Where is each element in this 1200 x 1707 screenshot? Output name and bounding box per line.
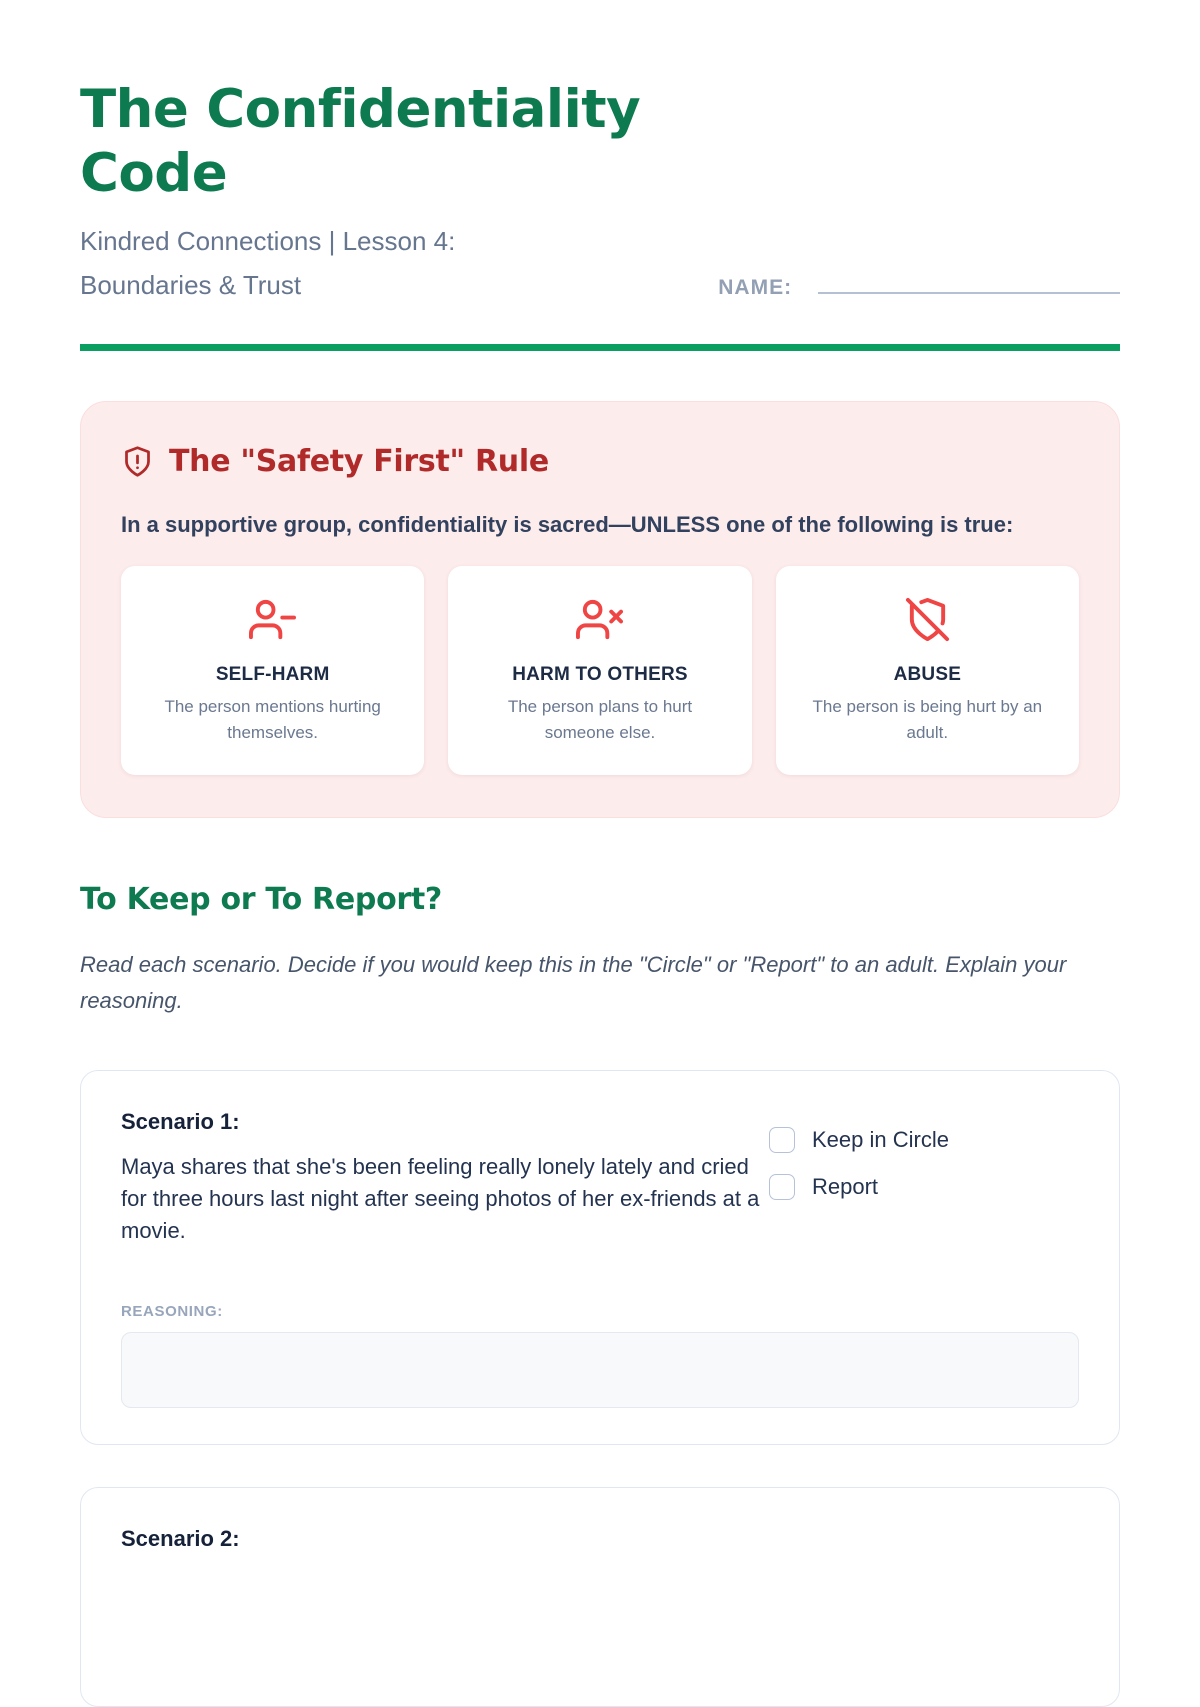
choice-keep-in-circle[interactable]: [769, 1127, 1079, 1153]
reasoning-label: REASONING:: [121, 1302, 223, 1320]
rule-card-title: ABUSE: [893, 664, 962, 686]
scenario-2-card: [80, 1487, 1120, 1707]
choice-label: Keep in Circle: [812, 1126, 949, 1152]
keep-in-circle-checkbox[interactable]: [769, 1127, 795, 1153]
scenario-label: Scenario 1:: [121, 1108, 240, 1134]
shield-off-icon: [904, 630, 951, 647]
rule-card-title: HARM TO OTHERS: [512, 664, 688, 686]
rule-card-description: The person is being hurt by an adult.: [812, 697, 1043, 742]
page-subtitle: Kindred Connections | Lesson 4: Boundaries & Trust: [80, 226, 456, 301]
scenario-1-top: [121, 1109, 1079, 1247]
safety-panel-title: The "Safety First" Rule: [169, 443, 549, 479]
scenario-1-choices: [769, 1109, 1079, 1247]
rule-card-self-harm: [121, 566, 424, 775]
rule-card-description: The person mentions hurting themselves.: [164, 697, 381, 742]
scenario-label: Scenario 2:: [121, 1525, 240, 1551]
header: [80, 78, 1120, 308]
rule-card-description: The person plans to hurt someone else.: [507, 697, 693, 742]
safety-first-rule-panel: [80, 401, 1120, 819]
scenario-1-card: [80, 1070, 1120, 1445]
user-minus-icon: [249, 630, 296, 647]
name-label: NAME:: [718, 275, 793, 299]
rule-card-abuse: [776, 566, 1079, 775]
safety-panel-header: [121, 444, 1079, 479]
keep-or-report-heading: To Keep or To Report?: [80, 882, 443, 918]
report-checkbox[interactable]: [769, 1174, 795, 1200]
shield-alert-icon: [121, 445, 154, 478]
scenario-text: Maya shares that she's been feeling really lonely lately and cried for three hours last night after seeing photos of her ex-friends at a movie.: [121, 1153, 760, 1243]
page-title: The Confidentiality Code: [80, 79, 641, 204]
choice-label: Report: [812, 1173, 879, 1199]
rule-card-title: SELF-HARM: [215, 664, 330, 686]
header-divider: [80, 344, 1120, 351]
scenario-1-text-block: [121, 1109, 766, 1247]
safety-panel-intro: In a supportive group, confidentiality is sacred—UNLESS one of the following is true:: [121, 511, 1014, 537]
reasoning-textarea[interactable]: [121, 1332, 1079, 1408]
user-x-icon: [576, 630, 623, 647]
keep-or-report-instructions: Read each scenario. Decide if you would keep this in the "Circle" or "Report" to an adult. Explain your reasoning.: [80, 952, 1067, 1013]
safety-cards-row: [121, 566, 1079, 775]
name-input-line[interactable]: [818, 268, 1120, 294]
choice-report[interactable]: [769, 1174, 1079, 1200]
header-text-block: [80, 78, 718, 308]
name-field-block: [718, 268, 1120, 308]
rule-card-harm-to-others: [448, 566, 751, 775]
